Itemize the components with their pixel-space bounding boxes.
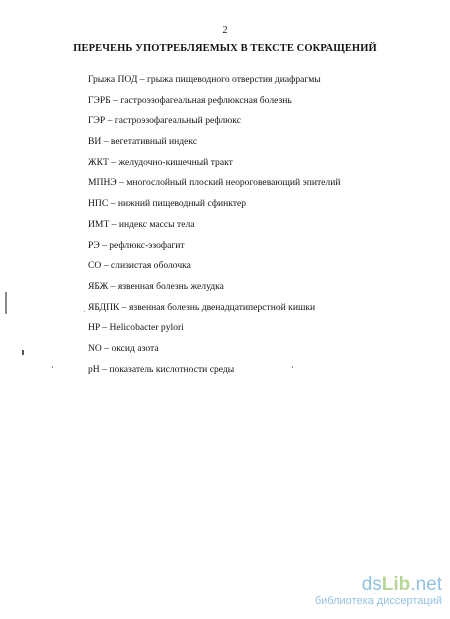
watermark-logo-prefix: ds [361, 574, 382, 595]
scan-speck [292, 366, 293, 368]
scan-speck [52, 366, 53, 368]
site-watermark [315, 575, 442, 608]
abbreviation-item: НПС – нижний пищеводный сфинктер [88, 198, 247, 210]
abbreviation-list [88, 74, 438, 384]
abbreviation-item: NO – оксид азота [88, 342, 159, 354]
scan-speck [5, 292, 7, 314]
abbreviation-item: МПНЭ – многослойный плоский неороговевающий эпителий [88, 177, 341, 189]
page-heading: ПЕРЕЧЕНЬ УПОТРЕБЛЯЕМЫХ В ТЕКСТЕ СОКРАЩЕНИЙ [73, 43, 377, 54]
watermark-subtitle: библиотека диссертаций [314, 595, 442, 607]
abbreviation-item: pH – показатель кислотности среды [88, 363, 235, 375]
abbreviation-item: СО – слизистая оболочка [88, 260, 191, 272]
scan-speck [84, 311, 85, 312]
scan-speck [22, 350, 24, 355]
abbreviation-item: ВИ – вегетативный индекс [88, 136, 198, 148]
abbreviation-item: Грыжа ПОД – грыжа пищеводного отверстия диафрагмы [88, 74, 321, 85]
abbreviation-item: ЯБЖ – язвенная болезнь желудка [88, 280, 224, 292]
abbreviation-item: ЖКТ – желудочно-кишечный тракт [88, 156, 233, 168]
abbreviation-item: ГЭР – гастроэзофагеальный рефлюкс [88, 115, 241, 127]
abbreviation-item: ГЭРБ – гастроэзофагеальная рефлюксная болезнь [88, 94, 292, 106]
watermark-logo-suffix: .net [410, 574, 442, 595]
abbreviation-item: ИМТ – индекс массы тела [88, 218, 195, 230]
abbreviation-item: HP – Helicobacter pylori [88, 322, 184, 334]
page-number: 2 [222, 25, 228, 36]
abbreviation-item: РЭ – рефлюкс-эзофагит [88, 239, 185, 251]
abbreviation-item: ЯБДПК – язвенная болезнь двенадцатиперстной кишки [88, 301, 316, 313]
watermark-logo-main: Lib [381, 574, 411, 595]
watermark-logo [315, 575, 442, 595]
